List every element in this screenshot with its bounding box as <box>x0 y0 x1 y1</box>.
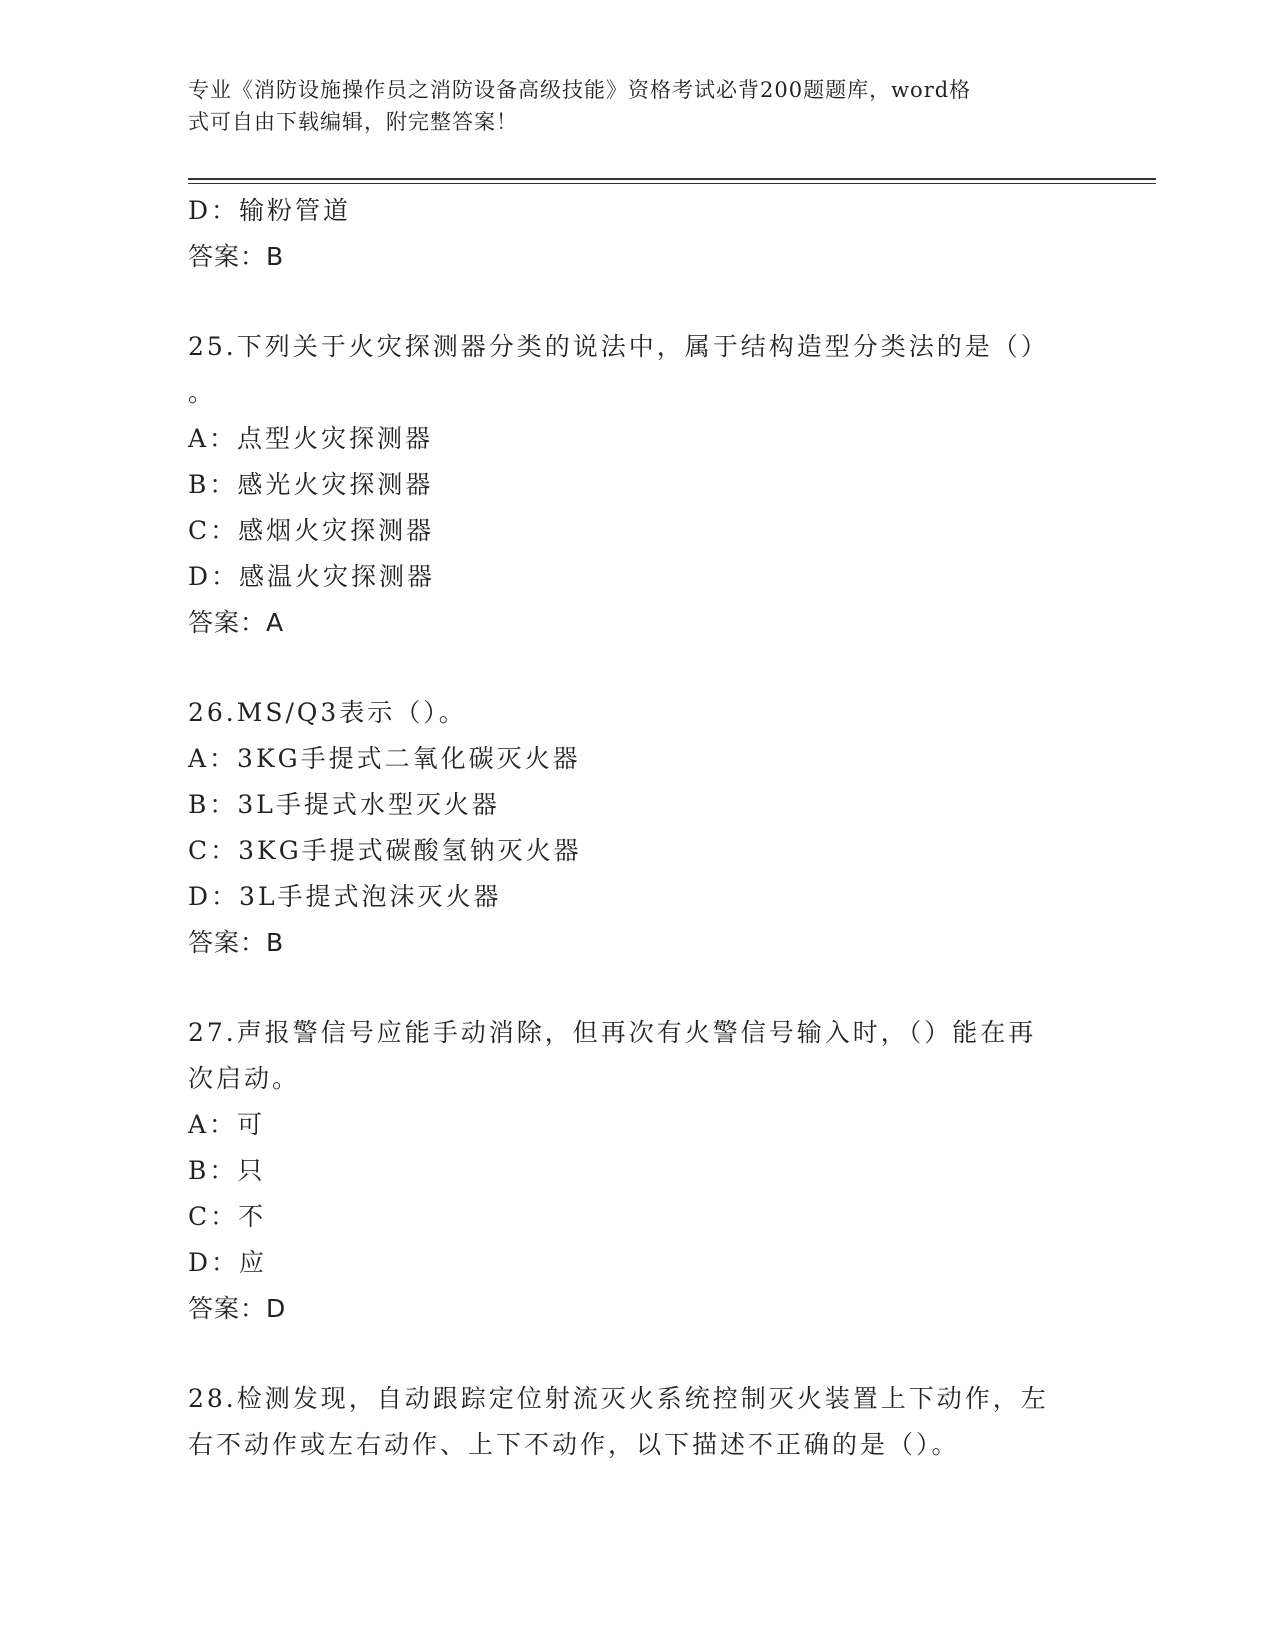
option-a: A：可 <box>188 1110 266 1139</box>
question-stem: 28.检测发现，自动跟踪定位射流灭火系统控制灭火装置上下动作，左 <box>188 1384 1049 1413</box>
answer: 答案：B <box>188 928 285 957</box>
spacer <box>188 966 1088 1010</box>
prev-answer: 答案：B <box>188 242 285 271</box>
option-b: B：3L手提式水型灭火器 <box>188 790 500 819</box>
option-d: D：3L手提式泡沫灭火器 <box>188 882 502 911</box>
question-stem: 25.下列关于火灾探测器分类的说法中，属于结构造型分类法的是（） <box>188 332 1049 361</box>
page-header <box>188 74 1068 138</box>
question-26 <box>188 690 1088 966</box>
option-d: D：应 <box>188 1248 268 1277</box>
option-d: D：感温火灾探测器 <box>188 562 436 591</box>
question-stem: 26.MS/Q3表示（）。 <box>188 698 467 727</box>
question-28 <box>188 1376 1088 1468</box>
answer: 答案：D <box>188 1294 287 1323</box>
option-c: C：不 <box>188 1202 267 1231</box>
option-a: A：点型火灾探测器 <box>188 424 434 453</box>
spacer <box>188 1332 1088 1376</box>
header-line-2: 式可自由下载编辑，附完整答案！ <box>188 110 518 134</box>
question-stem-cont: 。 <box>188 378 217 407</box>
question-stem: 27.声报警信号应能手动消除，但再次有火警信号输入时，（）能在再 <box>188 1018 1037 1047</box>
header-rule-thin <box>188 183 1156 184</box>
question-27 <box>188 1010 1088 1332</box>
question-list <box>188 188 1088 1468</box>
header-line-1: 专业《消防设施操作员之消防设备高级技能》资格考试必背200题题库，word格 <box>188 78 972 102</box>
question-stem-cont: 右不动作或左右动作、上下不动作，以下描述不正确的是（）。 <box>188 1430 960 1459</box>
question-stem-cont: 次启动。 <box>188 1064 301 1093</box>
option-c: C：3KG手提式碳酸氢钠灭火器 <box>188 836 582 865</box>
option-b: B：感光火灾探测器 <box>188 470 434 499</box>
spacer <box>188 280 1088 324</box>
option-b: B：只 <box>188 1156 266 1185</box>
header-rule-thick <box>188 178 1156 180</box>
prev-option-d: D：输粉管道 <box>188 196 352 225</box>
question-25 <box>188 324 1088 646</box>
option-c: C：感烟火灾探测器 <box>188 516 435 545</box>
answer: 答案：A <box>188 608 285 637</box>
spacer <box>188 646 1088 690</box>
option-a: A：3KG手提式二氧化碳灭火器 <box>188 744 581 773</box>
